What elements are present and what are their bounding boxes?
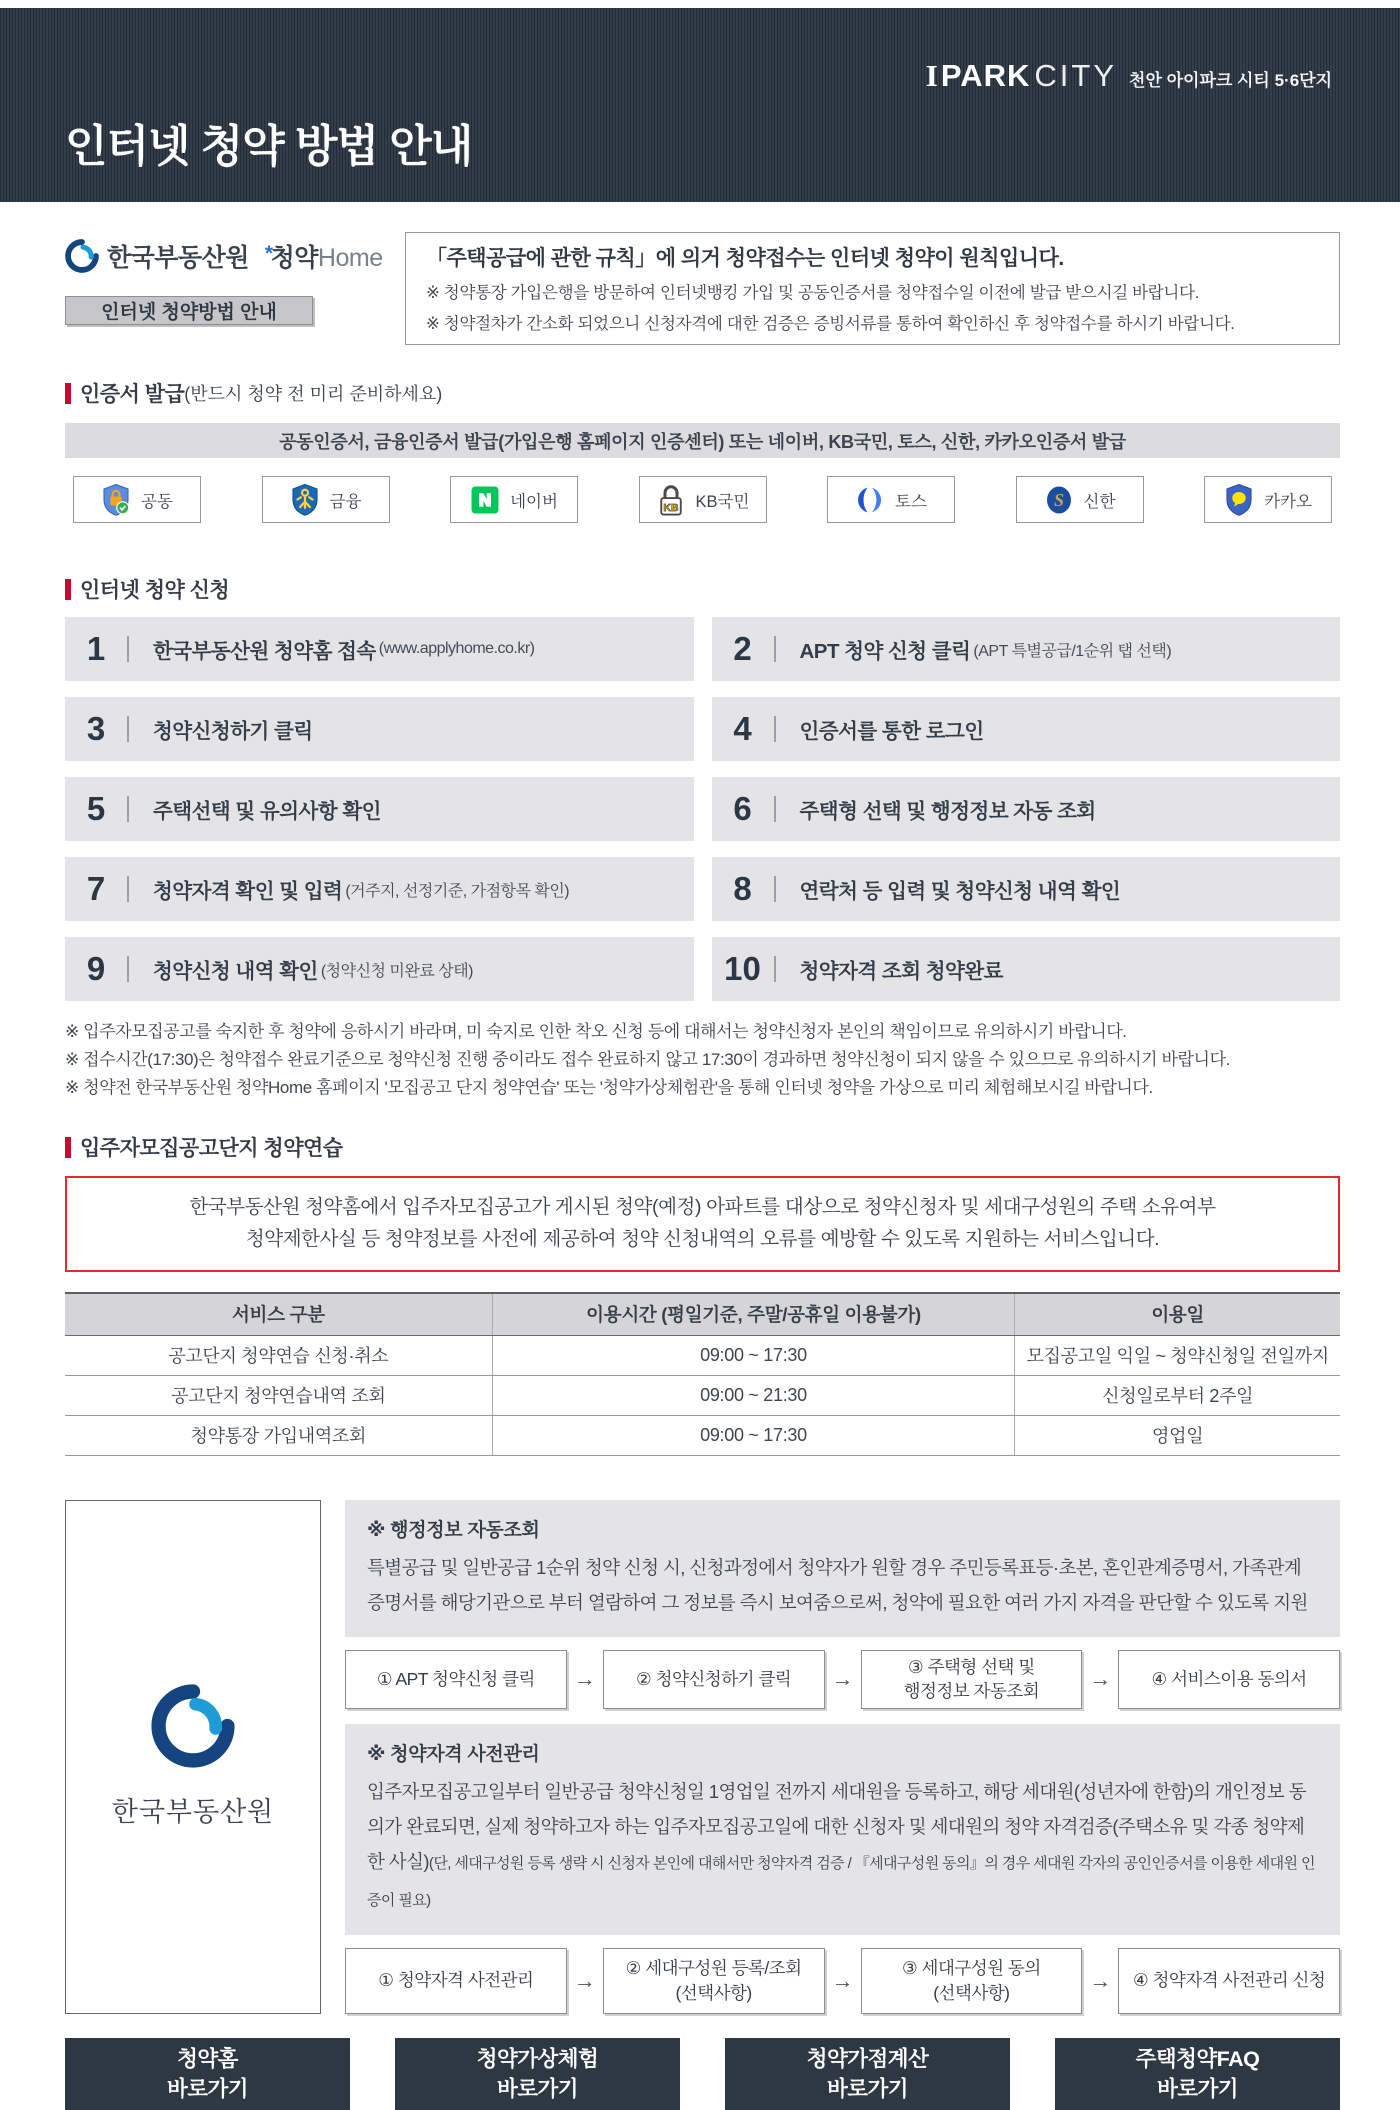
step-title: APT 청약 신청 클릭 (799, 640, 971, 663)
cheongyak-home-logo (265, 238, 383, 274)
step-item-5 (65, 777, 694, 841)
flow-row-1 (345, 1650, 1340, 1709)
cert-section (65, 378, 1340, 523)
brand-subtitle: 천안 아이파크 시티 5·6단지 (1129, 71, 1332, 90)
cert-section-title: 인증서 발급 (80, 383, 185, 406)
flow2-step-1 (345, 1948, 567, 2014)
cert-provider-row (65, 476, 1340, 523)
detail-section (65, 1500, 1340, 2014)
step-number: 5 (86, 790, 106, 827)
footer-buttons (65, 2038, 1340, 2110)
service-table (65, 1292, 1340, 1456)
brand (926, 58, 1332, 94)
arrow-right-icon: → (573, 1967, 596, 1993)
cheongyak-home-word: Home (317, 244, 383, 272)
kb-icon (656, 483, 686, 516)
step-title: 주택형 선택 및 행정정보 자동 조회 (799, 800, 1096, 823)
cert-provider-label: 토스 (895, 492, 927, 511)
toss-icon (855, 485, 885, 515)
flow1-step-4 (1118, 1650, 1340, 1709)
cert-provider-finance (262, 476, 390, 523)
flow-label: ② 세대구성원 등록/조회 (625, 1958, 802, 1978)
page-title: 인터넷 청약 방법 안내 (65, 122, 473, 171)
arrow-right-icon: → (1089, 1666, 1112, 1691)
pre-check-body-text: 입주자모집공고일부터 일반공급 청약신청일 1영업일 전까지 세대원을 등록하고, 해당 세대원(성년자에 한함)의 개인정보 동의가 완료되면, 실제 청약하고자 하는 입주자모집공고일에 대한 신청자 및 세대원의 청약 자격검증(주택소유 및 각종 청약제한 사실) (367, 1780, 1306, 1872)
intro-left (65, 232, 405, 345)
page-header (0, 8, 1400, 202)
joint-cert-icon (101, 483, 131, 516)
cert-provider-kakao (1204, 476, 1332, 523)
step-item-6 (712, 777, 1341, 841)
cheongyak-home-main: 청약 (270, 244, 318, 272)
step-title: 청약자격 조회 청약완료 (799, 960, 1003, 983)
step-divider (127, 876, 129, 902)
step-number: 8 (733, 870, 752, 907)
step-number: 3 (86, 710, 106, 747)
step-item-2 (712, 617, 1341, 681)
apply-note-1: ※ 입주자모집공고를 숙지한 후 청약에 응하시기 바라며, 미 숙지로 인한 착오 신청 등에 대해서는 청약신청자 본인의 책임이므로 유의하시기 바랍니다. (65, 1022, 1127, 1041)
step-title: 청약자격 확인 및 입력 (153, 880, 343, 903)
step-number: 10 (724, 950, 761, 987)
apply-section-title: 인터넷 청약 신청 (80, 579, 230, 602)
step-item-8 (712, 857, 1341, 921)
button-label: 바로가기 (826, 2076, 909, 2101)
auto-lookup-body: 특별공급 및 일반공급 1순위 청약 신청 시, 신청과정에서 청약자가 원할 경우 주민등록표등·초본, 혼인관계증명서, 가족관계증명서를 해당기관으로 부터 열람하여 그 정보를 즉시 보여줌으로써, 청약에 필요한 여러 가지 자격을 판단할 수 있도록 지원 (367, 1556, 1308, 1613)
reb-swirl-icon (65, 239, 99, 273)
table-cell: 영업일 (1015, 1415, 1340, 1455)
step-number: 6 (733, 790, 752, 827)
red-bar-icon (65, 579, 71, 600)
red-bar-icon (65, 383, 71, 404)
step-item-9 (65, 937, 694, 1001)
button-label: 청약가상체험 (476, 2046, 599, 2071)
cheongyak-home-star: * (264, 242, 273, 265)
svg-text:KB: KB (662, 501, 679, 514)
button-label: 바로가기 (1156, 2076, 1239, 2101)
logo-row (65, 238, 405, 274)
svg-text:S: S (1053, 489, 1064, 510)
intro-principle: 「주택공급에 관한 규칙」에 의거 청약접수는 인터넷 청약이 원칙입니다. (426, 247, 1064, 270)
kakao-icon (1224, 483, 1254, 516)
reb-swirl-icon (151, 1684, 235, 1768)
intro-row (65, 232, 1340, 345)
step-note: (거주지, 선정기준, 가점항목 확인) (345, 882, 570, 900)
step-title: 인증서를 통한 로그인 (799, 720, 984, 743)
step-number: 2 (733, 630, 752, 667)
step-note: (APT 특별공급/1순위 탭 선택) (973, 642, 1172, 660)
apply-section-header (65, 574, 1340, 604)
flow-label: ④ 서비스이용 동의서 (1151, 1668, 1307, 1689)
table-row (65, 1335, 1340, 1375)
step-divider (774, 636, 776, 662)
step-divider (774, 876, 776, 902)
table-cell: 모집공고일 익일 ~ 청약신청일 전일까지 (1015, 1335, 1340, 1375)
table-cell: 09:00 ~ 17:30 (492, 1415, 1015, 1455)
arrow-right-icon: → (831, 1967, 854, 1993)
step-divider (774, 716, 776, 742)
step-title: 한국부동산원 청약홈 접속 (153, 640, 376, 663)
org-name: 한국부동산원 (107, 244, 249, 272)
flow2-step-2 (603, 1948, 825, 2014)
org-logo-box (65, 1500, 321, 2014)
cert-section-subtitle: (반드시 청약 전 미리 준비하세요) (184, 384, 443, 404)
table-header-hours: 이용시간 (평일기준, 주말/공휴일 이용불가) (492, 1293, 1015, 1335)
pre-check-box (345, 1724, 1340, 1935)
step-number: 1 (86, 630, 106, 667)
brand-i: I (925, 58, 939, 93)
pre-check-body (367, 1774, 1318, 1918)
flow1-step-3 (861, 1650, 1083, 1709)
step-number: 4 (733, 710, 752, 747)
button-label: 바로가기 (166, 2076, 249, 2101)
cert-provider-kb (639, 476, 767, 523)
flow-label: ③ 세대구성원 동의 (902, 1958, 1041, 1978)
shinhan-icon (1044, 484, 1074, 516)
step-item-4 (712, 697, 1341, 761)
practice-section (65, 1132, 1340, 1456)
practice-section-title: 입주자모집공고단지 청약연습 (80, 1137, 343, 1160)
table-row (65, 1415, 1340, 1455)
flow-row-2 (345, 1948, 1340, 2014)
naver-icon (470, 485, 500, 515)
page (0, 8, 1400, 2101)
brand-city: CITY (1034, 58, 1118, 93)
button-label: 청약홈 (177, 2046, 238, 2071)
intro-label-badge: 인터넷 청약방법 안내 (65, 296, 313, 325)
pre-check-title: ※ 청약자격 사전관리 (367, 1743, 540, 1765)
auto-lookup-box (345, 1500, 1340, 1637)
cert-section-header (65, 378, 1340, 408)
step-item-7 (65, 857, 694, 921)
step-number: 7 (86, 870, 106, 907)
finance-cert-icon (290, 483, 320, 516)
flow-label: ④ 청약자격 사전관리 신청 (1132, 1970, 1326, 1991)
arrow-right-icon: → (573, 1666, 596, 1691)
step-item-10 (712, 937, 1341, 1001)
apply-note-2: ※ 접수시간(17:30)은 청약접수 완료기준으로 청약신청 진행 중이라도 접수 완료하지 않고 17:30이 경과하면 청약신청이 되지 않을 수 있으므로 유의하시기 바랍니다. (65, 1050, 1230, 1069)
step-title: 청약신청 내역 확인 (153, 960, 318, 983)
practice-desc-line1: 한국부동산원 청약홈에서 입주자모집공고가 게시된 청약(예정) 아파트를 대상으로 청약신청자 및 세대구성원의 주택 소유여부 (189, 1196, 1216, 1218)
cert-provider-shinhan (1016, 476, 1144, 523)
flow-sub: (선택사항) (675, 1982, 752, 2003)
steps-grid (65, 617, 1340, 1001)
table-cell: 신청일로부터 2주일 (1015, 1375, 1340, 1415)
cheongyakhome-shortcut-button[interactable] (65, 2038, 350, 2110)
cert-provider-label: 카카오 (1264, 492, 1312, 511)
red-bar-icon (65, 1137, 71, 1158)
flow-label: ② 청약신청하기 클릭 (636, 1668, 792, 1689)
table-cell: 09:00 ~ 17:30 (492, 1335, 1015, 1375)
flow1-step-2 (603, 1650, 825, 1709)
cert-provider-toss (827, 476, 955, 523)
step-divider (774, 956, 776, 982)
ipark-city-logo (926, 58, 1117, 94)
apply-note-3: ※ 청약전 한국부동산원 청약Home 홈페이지 '모집공고 단지 청약연습' 또는 '청약가상체험관'을 통해 인터넷 청약을 가상으로 미리 체험해보시길 바랍니다. (65, 1078, 1153, 1097)
step-title: 주택선택 및 유의사항 확인 (153, 800, 381, 823)
content (0, 232, 1400, 2110)
apply-section (65, 574, 1340, 1102)
practice-desc-line2: 청약제한사실 등 청약정보를 사전에 제공하여 청약 신청내역의 오류를 예방할 수 있도록 지원하는 서비스입니다. (245, 1228, 1160, 1250)
intro-info-box (405, 232, 1340, 345)
virtual-experience-shortcut-button[interactable] (395, 2038, 680, 2110)
step-item-1 (65, 617, 694, 681)
intro-note-2: ※ 청약절차가 간소화 되었으니 신청자격에 대한 검증은 증빙서류를 통하여 확인하신 후 청약접수를 하시기 바랍니다. (426, 315, 1235, 333)
table-cell: 공고단지 청약연습내역 조회 (65, 1375, 492, 1415)
apply-notes (65, 1018, 1340, 1102)
auto-lookup-title: ※ 행정정보 자동조회 (367, 1519, 540, 1541)
pre-check-small-text: (단, 세대구성원 등록 생략 시 신청자 본인에 대해서만 청약자격 검증 / 『세대구성원 동의』의 경우 세대원 각자의 공인인증서를 이용한 세대원 인증이 필요) (367, 1854, 1315, 1909)
table-header-row (65, 1293, 1340, 1335)
table-row (65, 1375, 1340, 1415)
org-box-name: 한국부동산원 (111, 1797, 275, 1827)
step-title: 청약신청하기 클릭 (153, 720, 313, 743)
step-note: (청약신청 미완료 상태) (320, 962, 473, 980)
flow2-step-3 (861, 1948, 1083, 2014)
step-divider (127, 796, 129, 822)
button-label: 바로가기 (496, 2076, 579, 2101)
flow-label: ① 청약자격 사전관리 (378, 1970, 534, 1991)
arrow-right-icon: → (1089, 1967, 1112, 1993)
cert-provider-label: 신한 (1083, 492, 1116, 511)
practice-desc-box (65, 1176, 1340, 1272)
step-divider (127, 636, 129, 662)
score-calculator-shortcut-button[interactable] (725, 2038, 1010, 2110)
flow1-step-1 (345, 1650, 567, 1709)
button-label: 청약가점계산 (806, 2046, 929, 2071)
step-divider (774, 796, 776, 822)
cert-provider-label: 네이버 (510, 492, 558, 511)
cert-provider-naver (450, 476, 578, 523)
cert-provider-label: 공동 (141, 492, 173, 511)
flow-sub: (선택사항) (933, 1982, 1010, 2003)
step-number: 9 (86, 950, 106, 987)
flow-sub: 행정정보 자동조회 (903, 1681, 1040, 1701)
cert-provider-joint (73, 476, 201, 523)
flow2-step-4 (1118, 1948, 1340, 2014)
intro-note-1: ※ 청약통장 가입은행을 방문하여 인터넷뱅킹 가입 및 공동인증서를 청약접수일 이전에 발급 받으시길 바랍니다. (426, 284, 1199, 302)
practice-section-header (65, 1132, 1340, 1162)
table-cell: 공고단지 청약연습 신청·취소 (65, 1335, 492, 1375)
flow-label: ① APT 청약신청 클릭 (376, 1668, 535, 1689)
step-divider (127, 956, 129, 982)
step-divider (127, 716, 129, 742)
cert-provider-label: KB국민 (695, 492, 750, 511)
table-cell: 청약통장 가입내역조회 (65, 1415, 492, 1455)
cert-provider-label: 금융 (329, 492, 362, 511)
step-note: (www.applyhome.co.kr) (378, 640, 535, 657)
faq-shortcut-button[interactable] (1055, 2038, 1340, 2110)
brand-park: PARK (940, 58, 1031, 93)
flow-label: ③ 주택형 선택 및 (908, 1656, 1035, 1677)
table-cell: 09:00 ~ 21:30 (492, 1375, 1015, 1415)
step-title: 연락처 등 입력 및 청약신청 내역 확인 (799, 880, 1121, 903)
arrow-right-icon: → (831, 1666, 854, 1691)
button-label: 주택청약FAQ (1135, 2046, 1260, 2071)
cert-guide-bar: 공동인증서, 금융인증서 발급(가입은행 홈페이지 인증센터) 또는 네이버, KB국민, 토스, 신한, 카카오인증서 발급 (65, 423, 1340, 458)
step-item-3 (65, 697, 694, 761)
detail-right (345, 1500, 1340, 2014)
table-header-service: 서비스 구분 (65, 1293, 492, 1335)
table-header-days: 이용일 (1015, 1293, 1340, 1335)
